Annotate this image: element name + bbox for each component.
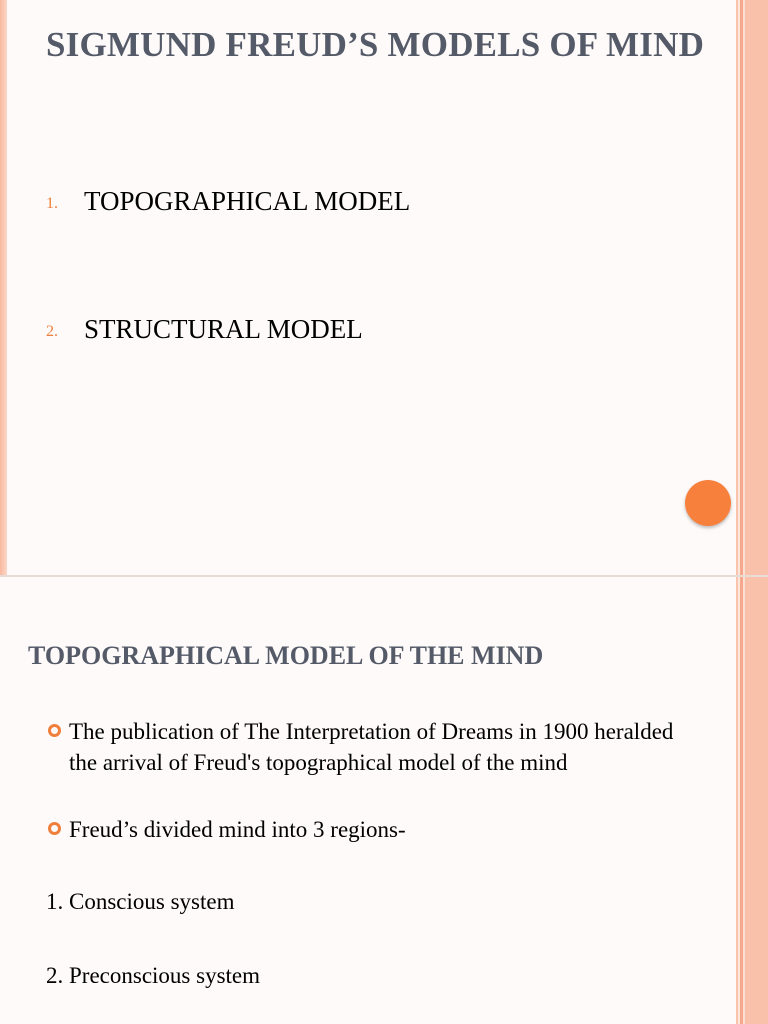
slide-2: [0, 577, 768, 1024]
slide-title: SIGMUND FREUD’S MODELS OF MIND: [46, 25, 705, 64]
item-text: TOPOGRAPHICAL MODEL: [84, 186, 411, 216]
list-line: 2. Preconscious system: [46, 963, 261, 988]
list-line: 1. Conscious system: [46, 889, 235, 914]
item-number: 1.: [46, 195, 58, 212]
orange-circle-decoration: [685, 480, 731, 526]
bullet-item: [48, 814, 688, 845]
bullet-text: The publication of The Interpretation of Dreams in 1900 heralded the arrival of Freud's topographical model of the mind: [69, 719, 674, 775]
right-border-decoration: [736, 0, 768, 575]
bullet-item: [48, 716, 688, 778]
bullet-ring-icon: [48, 822, 61, 835]
left-border-decoration: [0, 0, 7, 575]
bullet-text: Freud’s divided mind into 3 regions-: [69, 817, 406, 842]
bullet-ring-icon: [48, 724, 61, 737]
item-number: 2.: [46, 323, 58, 340]
slide-title: TOPOGRAPHICAL MODEL OF THE MIND: [28, 641, 544, 670]
right-border-decoration: [736, 577, 768, 1024]
item-text: STRUCTURAL MODEL: [84, 314, 363, 344]
